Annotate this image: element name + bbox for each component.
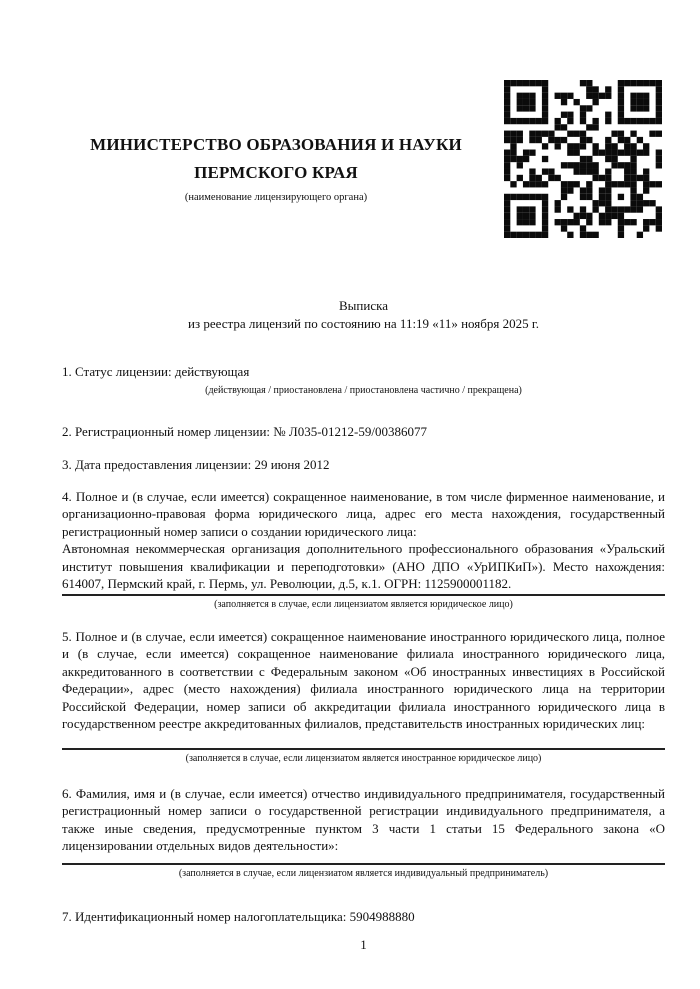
title-line2: из реестра лицензий по состоянию на 11:19 «11» ноября 2025 г. — [188, 315, 539, 331]
item-legal-entity — [62, 488, 665, 611]
entrepreneur-caption: (заполняется в случае, если лицензиатом является индивидуальный предприниматель) — [178, 867, 549, 879]
title-line1: Выписка — [339, 298, 388, 313]
qr-code — [504, 80, 662, 238]
license-status-text: 1. Статус лицензии: действующая — [62, 364, 250, 379]
form-rule — [62, 594, 665, 596]
legal-entity-caption: (заполняется в случае, если лицензиатом является юридическое лицо) — [214, 598, 513, 610]
item-registration-number: 2. Регистрационный номер лицензии: № Л035-01212-59/00386077 — [62, 423, 428, 439]
authority-caption: (наименование лицензирующего органа) — [184, 192, 368, 203]
license-status-caption: (действующая / приостановлена / приостановлена частично / прекращена) — [205, 384, 522, 396]
document-body — [62, 363, 665, 954]
foreign-entity-label: 5. Полное и (в случае, если имеется) сокращенное наименование иностранного юридического лица, полное и (в случае, если имеется) сокращенное наименование филиала иностранного юридического лица, аккредитованного в соответствии с Федеральным законом «Об иностранных инвестициях в Российской Федерации», адрес (место нахождения) филиала иностранного юридического лица на территории Российской Федерации, номер записи об аккредитации филиала иностранного юридического лица в государственном реестре аккредитованных филиалов, представительств иностранных юридических лиц: — [62, 628, 665, 731]
item-foreign-entity — [62, 628, 665, 765]
item-license-status — [62, 363, 665, 397]
legal-entity-value: Автономная некоммерческая организация дополнительного профессионального образования «Уральский институт повышения квалификации и переподготовки» (АНО ДПО «УрИПКиП»). Место нахождения: 614007, Пермский край, г. Пермь, ул. Революции, д.5, к.1. ОГРН: 1125900001182. — [62, 541, 665, 591]
form-rule — [62, 748, 665, 750]
legal-entity-label: 4. Полное и (в случае, если имеется) сокращенное наименование, в том числе фирменное наименование, и организационно-правовая форма юридического лица, адрес его места нахождения, государственный регистрационный номер записи о создании юридического лица: — [62, 488, 665, 539]
entrepreneur-label: 6. Фамилия, имя и (в случае, если имеется) отчество индивидуального предпринимателя, государственный регистрационный номер записи о государственной регистрации индивидуального предпринимателя, а также иные сведения, предусмотренные пунктом 3 части 1 статьи 15 Федерального закона «О лицензировании отдельных видов деятельности»: — [62, 785, 665, 853]
foreign-entity-caption: (заполняется в случае, если лицензиатом является иностранное юридическое лицо) — [185, 752, 542, 764]
authority-name-line2: ПЕРМСКОГО КРАЯ — [194, 163, 358, 182]
authority-name-line1: МИНИСТЕРСТВО ОБРАЗОВАНИЯ И НАУКИ — [90, 135, 462, 154]
document-title — [62, 297, 665, 332]
licensing-authority-header — [60, 131, 492, 204]
foreign-entity-value — [62, 733, 665, 746]
item-grant-date: 3. Дата предоставления лицензии: 29 июня 2012 — [62, 457, 330, 472]
page-number: 1 — [360, 937, 367, 952]
item-individual-entrepreneur — [62, 785, 665, 880]
item-taxpayer-number: 7. Идентификационный номер налогоплательщика: 5904988880 — [62, 908, 415, 924]
form-rule — [62, 863, 665, 865]
